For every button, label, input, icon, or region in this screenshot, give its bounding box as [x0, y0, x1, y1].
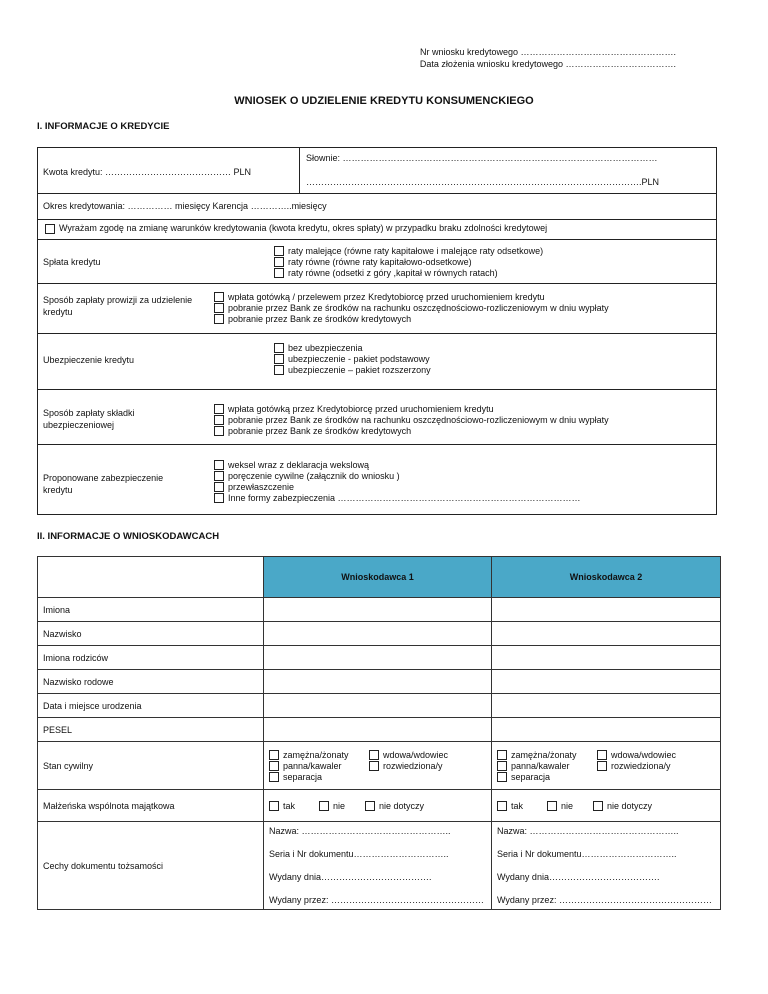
- pesel-input-2[interactable]: [492, 718, 721, 742]
- premium-label: Sposób zapłaty składki ubezpieczeniowej: [43, 408, 135, 430]
- marital-status-cell-1: zamężna/żonaty wdowa/wdowiec panna/kawaler rozwiedziona/y separacja: [264, 742, 492, 790]
- married-checkbox[interactable]: [269, 750, 279, 760]
- doc-name-field[interactable]: Nazwa: …………………………………………..: [269, 825, 451, 836]
- premium-option-checkbox[interactable]: [214, 415, 224, 425]
- section-1-heading: I. INFORMACJE O KREDYCIE: [37, 121, 170, 132]
- divorced-checkbox[interactable]: [597, 761, 607, 771]
- joint-property-label: Małżeńska wspólnota majątkowa: [38, 790, 264, 822]
- joint-property-cell-1: tak nie nie dotyczy: [264, 790, 492, 822]
- marital-status-label: Stan cywilny: [38, 742, 264, 790]
- no-checkbox[interactable]: [547, 801, 557, 811]
- widowed-checkbox[interactable]: [369, 750, 379, 760]
- header-info: [420, 46, 676, 70]
- no-checkbox[interactable]: [319, 801, 329, 811]
- separated-checkbox[interactable]: [269, 772, 279, 782]
- marital-status-cell-2: zamężna/żonaty wdowa/wdowiec panna/kawaler rozwiedziona/y separacja: [492, 742, 721, 790]
- doc-issuer-field[interactable]: Wydany przez: ……………………………………………: [269, 895, 484, 906]
- applicant-2-header: Wnioskodawca 2: [492, 557, 721, 598]
- yes-checkbox[interactable]: [269, 801, 279, 811]
- row-label: Nazwisko rodowe: [38, 670, 264, 694]
- collateral-option-checkbox[interactable]: [214, 460, 224, 470]
- premium-option-checkbox[interactable]: [214, 426, 224, 436]
- premium-options: wpłata gotówką przez Kredytobiorcę przed uruchomieniem kredytu pobranie przez Bank ze środków na rachunku oszczędnościowo-rozliczeniowym w dniu wypłaty pobranie przez Bank ze środków kredytowych: [214, 403, 609, 436]
- credit-period-field[interactable]: Okres kredytowania: …………… miesięcy Karencja …………..miesięcy: [43, 201, 327, 211]
- id-document-cell-1: [264, 822, 492, 910]
- commission-options: wpłata gotówką / przelewem przez Kredytobiorcę przed uruchomieniem kredytu pobranie przez Bank ze środków na rachunku oszczędnościowo-rozliczeniowym w dniu wypłaty pobranie przez Bank ze środków kredytowych: [214, 291, 609, 324]
- doc-issue-date-field[interactable]: Wydany dnia……………………………….: [269, 872, 432, 883]
- loan-amount-field[interactable]: Kwota kredytu: …………………………………… PLN: [43, 167, 252, 177]
- id-document-label: Cechy dokumentu tożsamości: [38, 822, 264, 910]
- first-names-input-1[interactable]: [264, 598, 492, 622]
- insurance-option-checkbox[interactable]: [274, 354, 284, 364]
- collateral-option-checkbox[interactable]: [214, 471, 224, 481]
- row-label: Imiona rodziców: [38, 646, 264, 670]
- doc-name-field[interactable]: Nazwa: …………………………………………..: [497, 825, 679, 836]
- commission-option-checkbox[interactable]: [214, 303, 224, 313]
- consent-row: [45, 223, 547, 234]
- amount-in-words-field[interactable]: Słownie: ……………………………………………………………………………………………: [306, 153, 658, 163]
- row-label: PESEL: [38, 718, 264, 742]
- birth-input-2[interactable]: [492, 694, 721, 718]
- single-checkbox[interactable]: [497, 761, 507, 771]
- submission-date-field[interactable]: Data złożenia wniosku kredytowego ……………………………….: [419, 59, 676, 69]
- doc-series-field[interactable]: Seria i Nr dokumentu…………………………..: [269, 848, 449, 859]
- yes-checkbox[interactable]: [497, 801, 507, 811]
- doc-issue-date-field[interactable]: Wydany dnia……………………………….: [497, 872, 660, 883]
- separated-checkbox[interactable]: [497, 772, 507, 782]
- insurance-label: Ubezpieczenie kredytu: [43, 355, 135, 365]
- consent-checkbox[interactable]: [45, 224, 55, 234]
- collateral-label: Proponowane zabezpieczenie kredytu: [43, 473, 164, 495]
- doc-series-field[interactable]: Seria i Nr dokumentu…………………………..: [497, 848, 677, 859]
- row-label: Imiona: [38, 598, 264, 622]
- birth-input-1[interactable]: [264, 694, 492, 718]
- maiden-name-input-2[interactable]: [492, 670, 721, 694]
- doc-issuer-field[interactable]: Wydany przez: ……………………………………………: [497, 895, 712, 906]
- row-label: Nazwisko: [38, 622, 264, 646]
- widowed-checkbox[interactable]: [597, 750, 607, 760]
- page-title: WNIOSEK O UDZIELENIE KREDYTU KONSUMENCKIEGO: [234, 95, 534, 107]
- applicants-table: [37, 556, 721, 910]
- surname-input-2[interactable]: [492, 622, 721, 646]
- not-applicable-checkbox[interactable]: [365, 801, 375, 811]
- repayment-label: Spłata kredytu: [43, 257, 101, 267]
- collateral-option-checkbox[interactable]: [214, 493, 224, 503]
- repayment-options: raty malejące (równe raty kapitałowe i malejące raty odsetkowe) raty równe (równe raty kapitałowo-odsetkowe) raty równe (odsetki z góry ,kapitał w równych ratach): [274, 245, 543, 278]
- maiden-name-input-1[interactable]: [264, 670, 492, 694]
- insurance-option-checkbox[interactable]: [274, 365, 284, 375]
- commission-option-checkbox[interactable]: [214, 314, 224, 324]
- commission-label: Sposób zapłaty prowizji za udzielenie kredytu: [43, 295, 193, 317]
- applicant-1-header: Wnioskodawca 1: [264, 557, 492, 598]
- not-applicable-checkbox[interactable]: [593, 801, 603, 811]
- insurance-option-checkbox[interactable]: [274, 343, 284, 353]
- parents-names-input-2[interactable]: [492, 646, 721, 670]
- collateral-options: weksel wraz z deklaracja wekslową poręczenie cywilne (załącznik do wniosku ) przewłaszczenie Inne formy zabezpieczenia ………………………………………………………………………: [214, 459, 581, 503]
- section-2-heading: II. INFORMACJE O WNIOSKODAWCACH: [37, 531, 220, 542]
- first-names-input-2[interactable]: [492, 598, 721, 622]
- surname-input-1[interactable]: [264, 622, 492, 646]
- premium-option-checkbox[interactable]: [214, 404, 224, 414]
- insurance-options: bez ubezpieczenia ubezpieczenie - pakiet podstawowy ubezpieczenie – pakiet rozszerzony: [274, 342, 431, 375]
- single-checkbox[interactable]: [269, 761, 279, 771]
- pesel-input-1[interactable]: [264, 718, 492, 742]
- repayment-option-checkbox[interactable]: [274, 268, 284, 278]
- repayment-option-checkbox[interactable]: [274, 257, 284, 267]
- joint-property-cell-2: tak nie nie dotyczy: [492, 790, 721, 822]
- parents-names-input-1[interactable]: [264, 646, 492, 670]
- application-number-field[interactable]: Nr wniosku kredytowego …………………………………………….: [419, 47, 676, 57]
- amount-in-words-line2[interactable]: ………………………………………………………………………………………………….PLN: [306, 177, 660, 187]
- commission-option-checkbox[interactable]: [214, 292, 224, 302]
- collateral-option-checkbox[interactable]: [214, 482, 224, 492]
- repayment-option-checkbox[interactable]: [274, 246, 284, 256]
- row-label: Data i miejsce urodzenia: [38, 694, 264, 718]
- divorced-checkbox[interactable]: [369, 761, 379, 771]
- consent-label: Wyrażam zgodę na zmianę warunków kredytowania (kwota kredytu, okres spłaty) w przypadku braku zdolności kredytowej: [59, 223, 548, 233]
- married-checkbox[interactable]: [497, 750, 507, 760]
- id-document-cell-2: [492, 822, 721, 910]
